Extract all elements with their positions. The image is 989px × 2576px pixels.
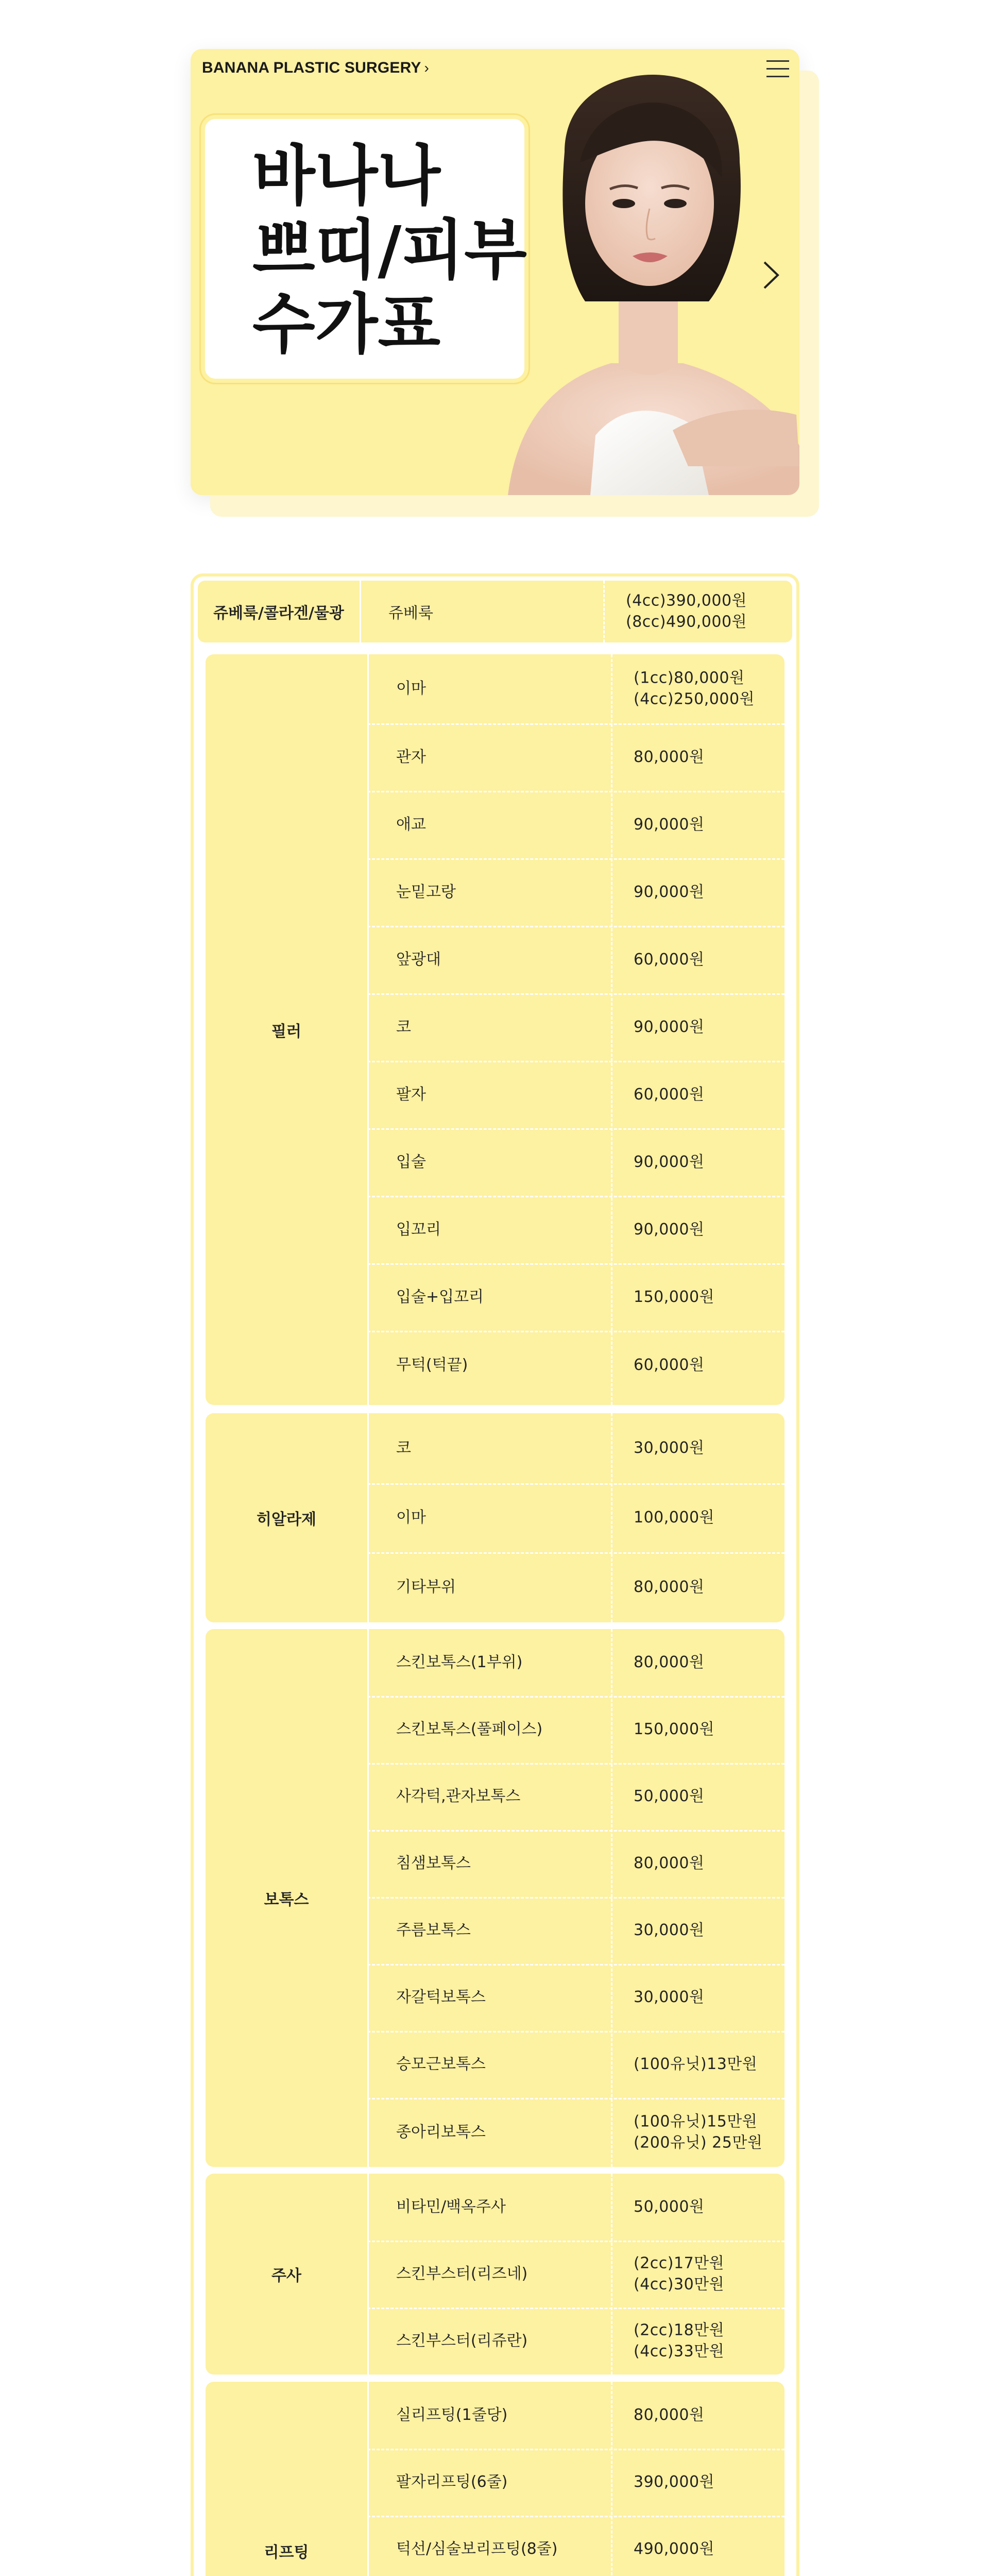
item-name: 스킨보톡스(풀페이스): [396, 1720, 543, 1738]
item-price: 390,000원: [634, 2472, 715, 2491]
item-price: 80,000원: [634, 1578, 705, 1596]
item-name: 자갈턱보톡스: [396, 1988, 486, 2006]
chevron-right-icon[interactable]: [759, 257, 784, 293]
item-price: 50,000원: [634, 2197, 705, 2216]
price-group: [206, 654, 785, 1405]
item-name: 스킨보톡스(1부위): [396, 1653, 523, 1671]
category-label: 리프팅: [264, 2543, 309, 2562]
item-price: (100유닛)15만원 (200유닛) 25만원: [634, 2112, 763, 2151]
item-name: 종아리보톡스: [396, 2123, 486, 2141]
item-name: 관자: [396, 748, 426, 766]
item-name: 이마: [396, 1508, 426, 1527]
item-price: (2cc)18만원 (4cc)33만원: [634, 2321, 725, 2360]
category-label: 쥬베룩/콜라겐/물광: [213, 604, 344, 622]
item-name: 입술: [396, 1153, 426, 1171]
price-group: [206, 1629, 785, 2167]
title-card: [205, 119, 527, 379]
item-name: 코: [396, 1438, 411, 1457]
item-price: 60,000원: [634, 1085, 705, 1104]
item-price: 60,000원: [634, 950, 705, 969]
item-price: 90,000원: [634, 883, 705, 901]
item-price: (4cc)390,000원 (8cc)490,000원: [626, 591, 747, 631]
item-price: 150,000원: [634, 1287, 715, 1306]
item-price: (1cc)80,000원 (4cc)250,000원: [634, 669, 755, 708]
item-name: 팔자리프팅(6줄): [396, 2472, 508, 2491]
brand-name: BANANA PLASTIC SURGERY: [202, 59, 421, 76]
item-price: 150,000원: [634, 1720, 715, 1738]
item-name: 코: [396, 1018, 411, 1036]
item-price: 30,000원: [634, 1988, 705, 2006]
title-line-2: 쁘띠/피부: [252, 212, 527, 288]
table-row: [198, 581, 792, 642]
category-label: 히알라제: [257, 1511, 316, 1529]
item-price: 100,000원: [634, 1508, 715, 1527]
hero-banner: [191, 49, 799, 495]
price-group: [206, 2174, 785, 2375]
category-label: 필러: [271, 1022, 301, 1041]
item-name: 팔자: [396, 1085, 426, 1104]
item-price: (100유닛)13만원: [634, 2055, 758, 2073]
item-price: (2cc)17만원 (4cc)30만원: [634, 2254, 725, 2293]
price-table: [191, 573, 799, 2576]
model-portrait-image: [487, 75, 799, 495]
title-line-3: 수가표: [252, 286, 441, 362]
price-group: [206, 2382, 785, 2576]
category-label: 보톡스: [264, 1891, 309, 1909]
item-name: 스킨부스터(리즈네): [396, 2264, 528, 2283]
item-name: 실리프팅(1줄당): [396, 2405, 508, 2424]
item-name: 침샘보톡스: [396, 1854, 471, 1872]
item-name: 무턱(턱끝): [396, 1355, 468, 1374]
item-price: 50,000원: [634, 1787, 705, 1805]
brand-link[interactable]: [202, 59, 429, 77]
item-price: 80,000원: [634, 1653, 705, 1671]
item-price: 30,000원: [634, 1921, 705, 1939]
item-name: 눈밑고랑: [396, 883, 456, 901]
item-price: 80,000원: [634, 2405, 705, 2424]
item-price: 90,000원: [634, 1220, 705, 1239]
item-name: 쥬베룩: [388, 604, 433, 622]
item-name: 기타부위: [396, 1578, 456, 1596]
item-price: 80,000원: [634, 1854, 705, 1872]
item-price: 490,000원: [634, 2539, 715, 2558]
item-name: 주름보톡스: [396, 1921, 471, 1939]
item-price: 80,000원: [634, 748, 705, 766]
item-name: 사각턱,관자보톡스: [396, 1787, 521, 1805]
item-name: 비타민/백옥주사: [396, 2197, 506, 2216]
item-name: 이마: [396, 679, 426, 698]
item-price: 30,000원: [634, 1438, 705, 1457]
chevron-right-icon: ›: [424, 60, 430, 76]
item-name: 턱선/심술보리프팅(8줄): [396, 2539, 558, 2558]
item-price: 60,000원: [634, 1355, 705, 1374]
item-price: 90,000원: [634, 815, 705, 834]
item-price: 90,000원: [634, 1018, 705, 1036]
item-name: 입꼬리: [396, 1220, 441, 1239]
item-name: 승모근보톡스: [396, 2055, 486, 2073]
item-name: 스킨부스터(리쥬란): [396, 2331, 528, 2350]
item-name: 애교: [396, 815, 426, 834]
item-name: 입술+입꼬리: [396, 1287, 484, 1306]
price-group: [206, 1413, 785, 1622]
item-price: 90,000원: [634, 1153, 705, 1171]
item-name: 앞광대: [396, 950, 441, 969]
title-line-1: 바나나: [252, 138, 441, 214]
category-label: 주사: [271, 2267, 301, 2285]
